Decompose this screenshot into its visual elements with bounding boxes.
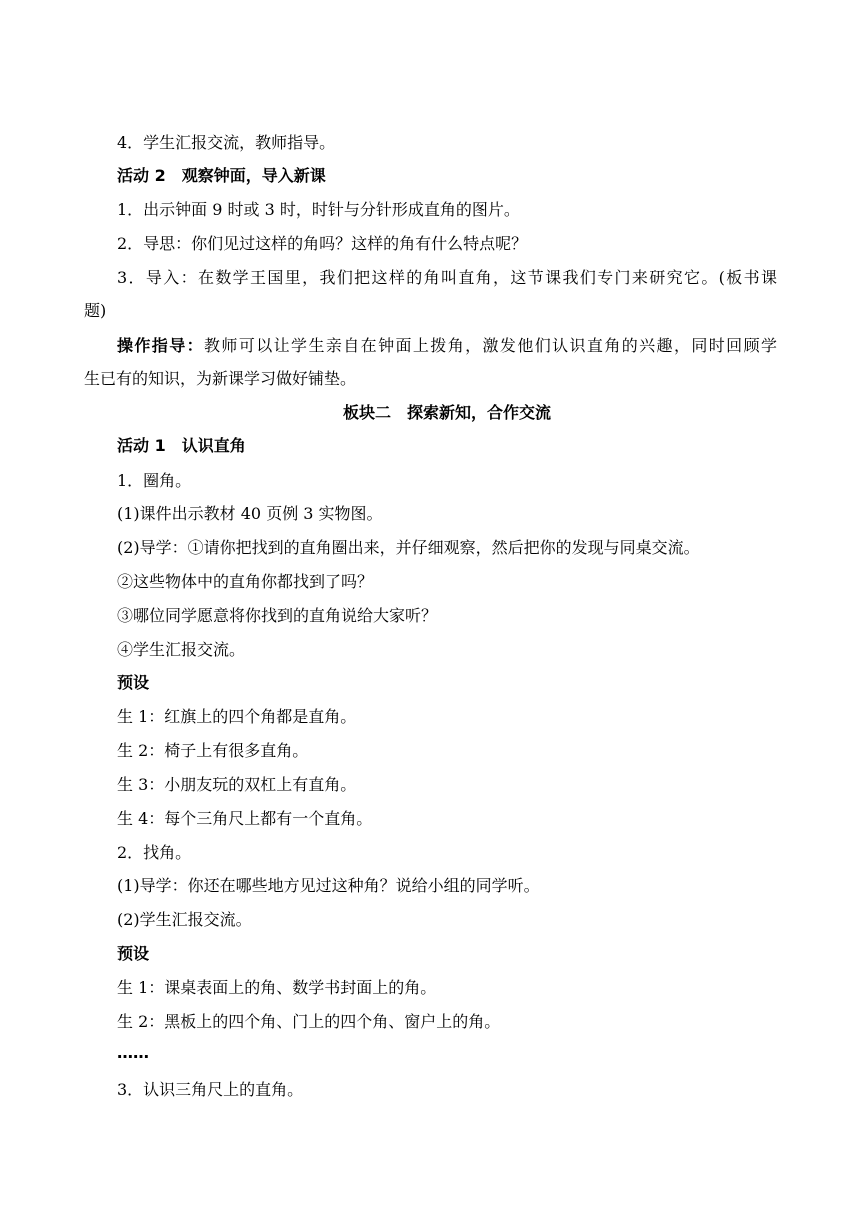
- paragraph-line: 生 2：黑板上的四个角、门上的四个角、窗户上的角。: [117, 1012, 501, 1031]
- paragraph-line: ②这些物体中的直角你都找到了吗？: [117, 572, 374, 591]
- ellipsis: ……: [117, 1043, 149, 1062]
- paragraph-line: ④学生汇报交流。: [117, 640, 246, 659]
- paragraph-line: 3．认识三角尺上的直角。: [117, 1080, 304, 1099]
- activity-heading: 活动 2 观察钟面，导入新课: [117, 166, 326, 185]
- paragraph-line: (1)导学：你还在哪些地方见过这种角？说给小组的同学听。: [117, 876, 540, 895]
- paragraph-line: ③哪位同学愿意将你找到的直角说给大家听？: [117, 606, 438, 625]
- paragraph-line: 3．导入：在数学王国里，我们把这样的角叫直角，这节课我们专门来研究它。(板书课: [117, 268, 777, 287]
- paragraph-line: 生 3：小朋友玩的双杠上有直角。: [117, 775, 357, 794]
- paragraph-line: 1．出示钟面 9 时或 3 时，时针与分针形成直角的图片。: [117, 200, 520, 219]
- paragraph-line: 4．学生汇报交流，教师指导。: [117, 133, 336, 152]
- paragraph-line: 生 2：椅子上有很多直角。: [117, 741, 309, 760]
- paragraph-line: 生 1：红旗上的四个角都是直角。: [117, 707, 357, 726]
- paragraph-line: (2)学生汇报交流。: [117, 910, 252, 929]
- operation-guide-label: 操作指导：: [117, 336, 205, 355]
- paragraph-line: (2)导学：①请你把找到的直角圈出来，并仔细观察，然后把你的发现与同桌交流。: [117, 538, 700, 557]
- paragraph-line: 生 4：每个三角尺上都有一个直角。: [117, 809, 373, 828]
- preset-heading: 预设: [117, 944, 150, 963]
- paragraph-line: 1．圈角。: [117, 471, 192, 490]
- paragraph-line: 2．导思：你们见过这样的角吗？这样的角有什么特点呢？: [117, 234, 528, 253]
- paragraph-line: 2．找角。: [117, 843, 192, 862]
- preset-heading: 预设: [117, 673, 150, 692]
- operation-guide-line: [117, 336, 777, 356]
- activity-heading: 活动 1 认识直角: [117, 436, 246, 455]
- operation-guide-text: 教师可以让学生亲自在钟面上拨角，激发他们认识直角的兴趣，同时回顾学: [204, 336, 777, 355]
- paragraph-line: 生 1：课桌表面上的角、数学书封面上的角。: [117, 978, 437, 997]
- paragraph-line: (1)课件出示教材 40 页例 3 实物图。: [117, 504, 383, 523]
- operation-guide-line: 生已有的知识，为新课学习做好铺垫。: [84, 369, 357, 388]
- section-title: 板块二 探索新知，合作交流: [342, 403, 551, 422]
- paragraph-line: 题): [84, 301, 107, 320]
